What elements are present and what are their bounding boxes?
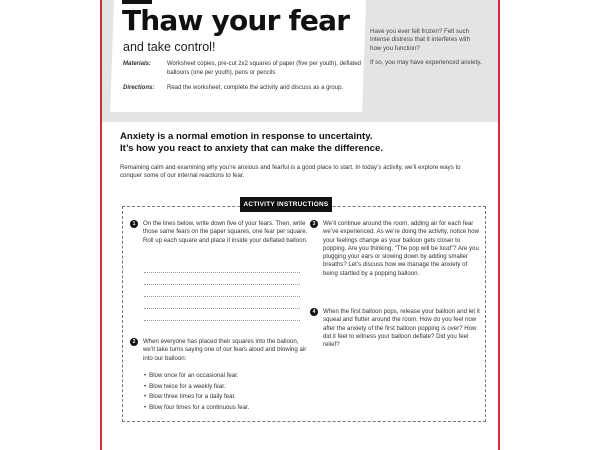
blow-list — [144, 371, 304, 413]
fear-line-3[interactable] — [144, 296, 300, 297]
step-text: On the lines below, write down five of your fears. Then, write those same fears on the paper squares, one fear per square. Roll up each square and place it inside your deflated balloon. — [143, 220, 308, 244]
step-2 — [130, 338, 308, 363]
fear-line-4[interactable] — [144, 308, 300, 309]
step-number: 4 — [310, 308, 318, 316]
directions-row — [123, 84, 361, 93]
materials-row — [123, 60, 361, 77]
step-number: 1 — [130, 220, 138, 228]
worksheet-page — [100, 0, 500, 450]
lead-statement — [120, 131, 480, 155]
step-text: We’ll continue around the room, adding air for each fear we’ve experienced. As we’re doing the activity, notice how your feelings change as your balloon gets closer to popping. Are you thinking, “The pop will be loud”? Are you plugging your ears or slowing down by adding smaller breaths? Let’s discuss how we manage the anxiety of being startled by a popping balloon. — [323, 220, 480, 277]
side-answer: If so, you may have experienced anxiety. — [370, 59, 482, 67]
lead-line-1: Anxiety is a normal emotion in response to uncertainty. — [120, 131, 373, 142]
directions-text: Read the worksheet, complete the activity and discuss as a group. — [167, 85, 344, 91]
page-subtitle: and take control! — [123, 40, 216, 54]
list-item: • Blow twice for a weekly fear. — [144, 382, 304, 393]
step-number: 3 — [310, 220, 318, 228]
intro-paragraph: Remaining calm and examining why you’re anxious and fearful is a good place to start. In today’s activity, we’ll explore ways to conquer some of our internal reactions to fear. — [120, 164, 461, 180]
fear-line-1[interactable] — [144, 272, 300, 273]
lead-line-2: It’s how you react to anxiety that can make the difference. — [120, 143, 384, 154]
side-question-block — [370, 28, 482, 74]
page-title: Thaw your fear — [122, 4, 350, 37]
list-item: • Blow three times for a daily fear. — [144, 392, 304, 403]
step-3 — [310, 220, 482, 278]
directions-label: Directions: — [123, 85, 155, 91]
fear-line-2[interactable] — [144, 284, 300, 285]
step-1 — [130, 220, 308, 245]
materials-text: Worksheet copies, pre-cut 2x2 squares of paper (five per youth), deflated balloons (one per youth), pens or pencils — [167, 61, 361, 76]
side-question: Have you ever felt frozen? Felt such intense distress that it interferes with how you function? — [370, 28, 471, 52]
materials-label: Materials: — [123, 61, 152, 67]
title-block — [120, 0, 360, 112]
fear-line-5[interactable] — [144, 320, 300, 321]
list-item: • Blow once for an occasional fear. — [144, 371, 304, 382]
step-text: When everyone has placed their squares into the balloon, we’ll take turns saying one of our fears aloud and blowing air into our balloon: — [143, 338, 307, 362]
step-number: 2 — [130, 338, 138, 346]
step-text: When the first balloon pops, release your balloon and let it squeal and flutter around the room. How do you feel now after the anxiety of the first balloon popping is over? How did it feel to witness your balloon deflate? Did you feel relief? — [323, 308, 480, 349]
step-4 — [310, 308, 482, 349]
list-item: • Blow four times for a continuous fear. — [144, 403, 304, 414]
instructions-label: ACTIVITY INSTRUCTIONS — [240, 197, 332, 212]
